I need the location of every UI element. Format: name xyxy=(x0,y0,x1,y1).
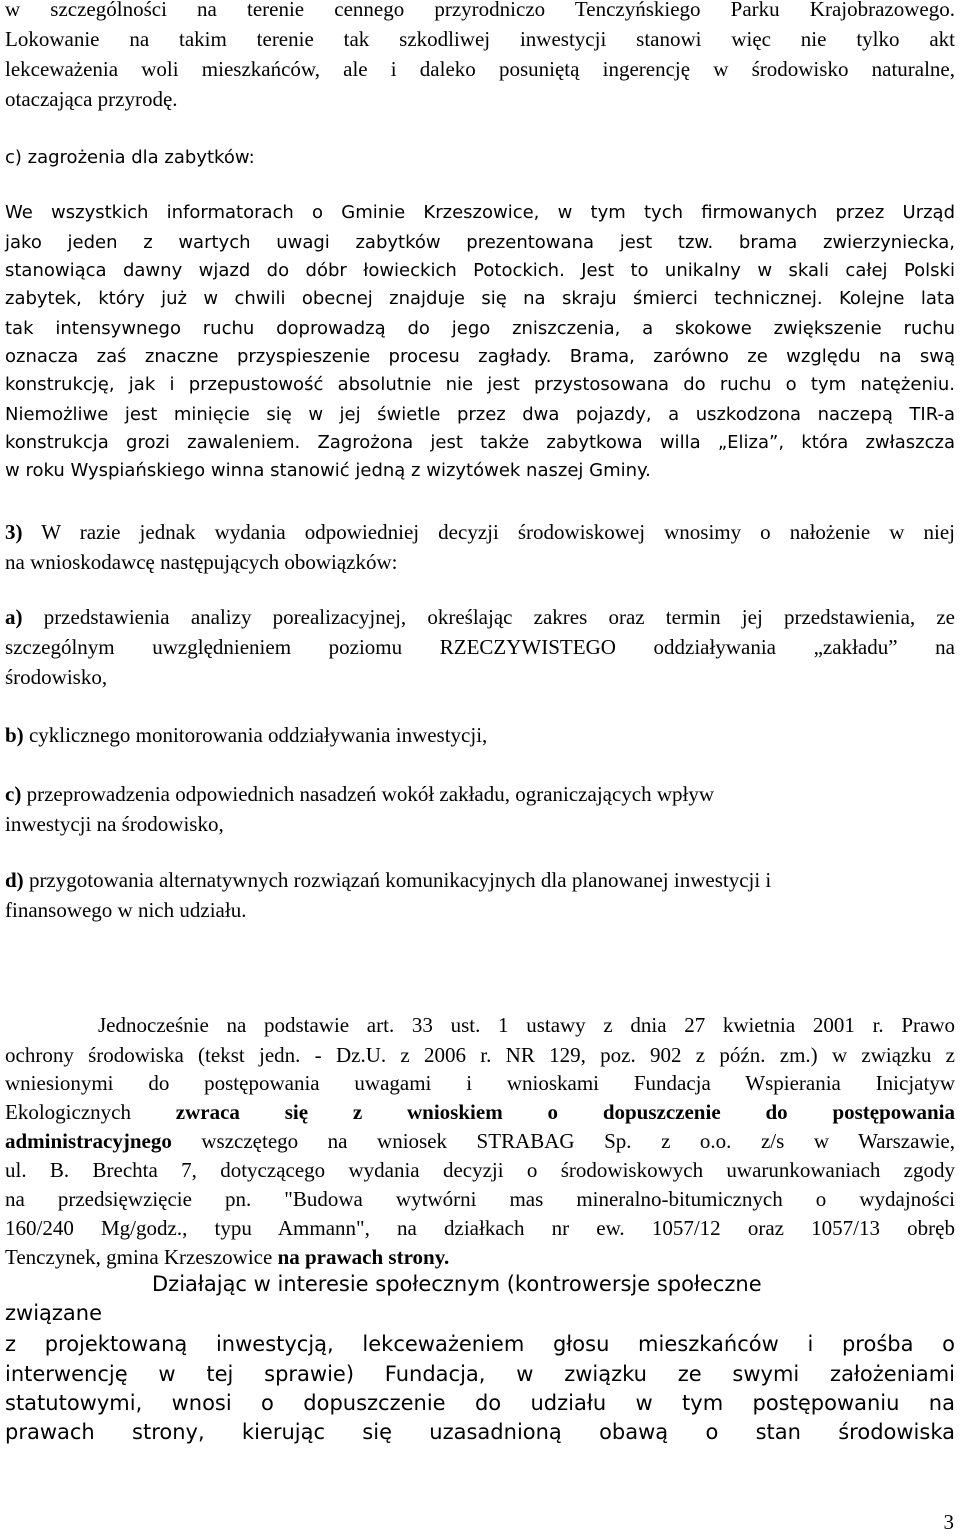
section-c-line: tak intensywnego ruchu doprowadzą do jego zniszczenia, a skokowe zwiększenie ruchu xyxy=(5,318,955,339)
intro-line: lekceważenia woli mieszkańców, ale i daleko posuniętą ingerencję w środowisko naturalne, xyxy=(5,57,955,81)
request-bold-text: na prawach strony. xyxy=(277,1245,450,1269)
section-c-line: Niemożliwe jest minięcie się w jej świetle przez dwa pojazdy, a uszkodzona naczepą TIR-a xyxy=(5,404,955,425)
section-c-line: We wszystkich informatorach o Gminie Krzeszowice, w tym tych firmowanych przez Urząd xyxy=(5,202,955,223)
section-c-line: zabytek, który już w chwili obecnej znajduje się na skraju śmierci technicznej. Kolejne lata xyxy=(5,288,955,309)
item-d-line: finansowego w nich udziału. xyxy=(5,898,247,922)
item-b-line: b) cyklicznego monitorowania oddziaływania inwestycji, xyxy=(5,723,488,747)
final-line: administracyjnego wszczętego na wniosek STRABAG Sp. z o.o. z/s w Warszawie, xyxy=(5,1129,955,1153)
item-a-line: środowisko, xyxy=(5,665,108,689)
closing-line: Działając w interesie społecznym (kontrowersje społeczne xyxy=(152,1272,762,1296)
closing-line: statutowymi, wnosi o dopuszczenie do udziału w tym postępowaniu na xyxy=(5,1391,955,1415)
section-c-line: konstrukcja grozi zawaleniem. Zagrożona jest także zabytkowa willa „Eliza”, która zwłaszcza xyxy=(5,432,955,453)
section-c-line: jako jeden z wartych uwagi zabytków prezentowana jest tzw. brama zwierzyniecka, xyxy=(5,232,955,253)
final-line: ul. B. Brechta 7, dotyczącego wydania decyzji o środowiskowych uwarunkowaniach zgody xyxy=(5,1158,955,1182)
section-c-line: w roku Wyspiańskiego winna stanowić jedną z wizytówek naszej Gminy. xyxy=(5,460,651,481)
item-a-label: a) xyxy=(5,605,23,629)
final-line: na przedsięwzięcie pn. "Budowa wytwórni mas mineralno-bitumicznych o wydajności xyxy=(5,1187,955,1211)
closing-line: prawach strony, kierując się uzasadnioną obawą o stan środowiska xyxy=(5,1420,955,1444)
point-3-line: na wnioskodawcę następujących obowiązków: xyxy=(5,550,398,574)
final-line: wniesionymi do postępowania uwagami i wnioskami Fundacja Wspierania Inicjatyw xyxy=(5,1071,955,1095)
closing-line: z projektowaną inwestycją, lekceważeniem głosu mieszkańców i prośba o xyxy=(5,1332,955,1356)
intro-line: Lokowanie na takim terenie tak szkodliwej inwestycji stanowi więc nie tylko akt xyxy=(5,27,955,51)
request-bold-text: administracyjnego xyxy=(5,1129,172,1153)
point-3-line: 3) W razie jednak wydania odpowiedniej decyzji środowiskowej wnosimy o nałożenie w niej xyxy=(5,520,955,544)
final-line: Ekologicznych zwraca się z wnioskiem o dopuszczenie do postępowania xyxy=(5,1100,955,1124)
closing-line: związane xyxy=(5,1301,103,1325)
intro-line: otaczająca przyrodę. xyxy=(5,87,178,111)
request-bold-text: zwraca się z wnioskiem o dopuszczenie do postępowania xyxy=(175,1100,955,1124)
item-d-line: d) przygotowania alternatywnych rozwiązań komunikacyjnych dla planowanej inwestycji i xyxy=(5,868,772,892)
closing-line: interwencję w tej sprawie) Fundacja, w związku ze swymi założeniami xyxy=(5,1362,955,1386)
point-3-number: 3) xyxy=(5,520,23,544)
item-a-line: a) przedstawienia analizy porealizacyjnej, określając zakres oraz termin jej przedstawienia, ze xyxy=(5,605,955,629)
item-c-line: inwestycji na środowisko, xyxy=(5,812,224,836)
intro-line: w szczególności na terenie cennego przyrodniczo Tenczyńskiego Parku Krajobrazowego. xyxy=(5,0,955,21)
final-line: Tenczynek, gmina Krzeszowice na prawach strony. xyxy=(5,1245,450,1269)
item-d-label: d) xyxy=(5,868,24,892)
section-c-line: stanowiąca dawny wjazd do dóbr łowieckich Potockich. Jest to unikalny w skali całej Polski xyxy=(5,260,955,281)
item-c-label: c) xyxy=(5,782,22,806)
final-line: 160/240 Mg/godz., typu Ammann", na działkach nr ew. 1057/12 oraz 1057/13 obręb xyxy=(5,1216,955,1240)
item-a-line: szczególnym uwzględnieniem poziomu RZECZYWISTEGO oddziaływania „zakładu” na xyxy=(5,635,955,659)
section-c-line: oznacza zaś znaczne przyspieszenie procesu zagłady. Brama, zarówno ze względu na swą xyxy=(5,346,955,367)
page-number: 3 xyxy=(943,1510,954,1534)
item-c-line: c) przeprowadzenia odpowiednich nasadzeń wokół zakładu, ograniczających wpływ xyxy=(5,782,715,806)
final-line: ochrony środowiska (tekst jedn. - Dz.U. z 2006 r. NR 129, poz. 902 z późn. zm.) w związku z xyxy=(5,1043,955,1067)
section-c-heading: c) zagrożenia dla zabytków: xyxy=(5,147,255,168)
section-c-line: konstrukcję, jak i przepustowość absolutnie nie jest przystosowana do ruchu o tym natężeniu. xyxy=(5,374,955,395)
item-b-label: b) xyxy=(5,723,24,747)
final-line: Jednocześnie na podstawie art. 33 ust. 1 ustawy z dnia 27 kwietnia 2001 r. Prawo xyxy=(98,1013,955,1037)
